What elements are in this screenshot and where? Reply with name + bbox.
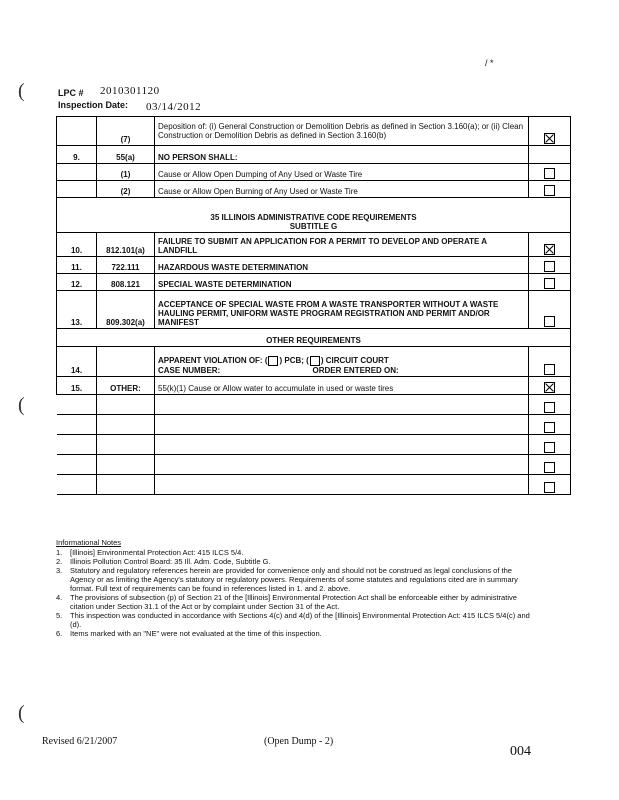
section-title-subtitle-g [57,198,571,233]
binder-hole-mark-middle: ( [18,394,25,416]
row-description: 55(k)(1) Cause or Allow water to accumulate in used or waste tires [155,377,529,395]
table-row [57,164,571,181]
order-entered-label: ORDER ENTERED ON: [312,366,399,375]
row-checkbox[interactable] [544,402,555,413]
blank-row [57,455,571,475]
row-checkbox[interactable] [544,442,555,453]
row-number: 9. [57,146,97,164]
row-description: Cause or Allow Open Dumping of Any Used or Waste Tire [155,164,529,181]
row-number: 14. [57,347,97,377]
row-checkbox[interactable] [544,168,555,179]
table-row [57,347,571,377]
row-reference: 812.101(a) [97,233,155,257]
row-checkbox-checked[interactable] [544,382,555,393]
circuit-court-checkbox[interactable] [310,356,320,366]
row-number: 12. [57,274,97,291]
blank-row [57,415,571,435]
page-number: 004 [510,744,531,759]
row-reference: (7) [97,117,155,146]
form-title-footer: (Open Dump - 2) [264,736,334,747]
empty-cell [529,146,571,164]
row-checkbox[interactable] [544,364,555,375]
row-reference: 809.302(a) [97,291,155,329]
list-item: 1. [Illinois] Environmental Protection Act: 415 ILCS 5/4. [56,548,244,557]
list-item: 6. Items marked with an "NE" were not evaluated at the time of this inspection. [56,629,322,638]
table-row [57,274,571,291]
list-item: 3. Statutory and regulatory references herein are provided for convenience only and should not be construed as legal conclusions of the Agency or as limiting the Agency's statutory or regulatory powers. Requirements of some statutes and regulations cited are in summary format. Full text of requirements can be found in references listed in 1. and 2. above. [56,566,518,593]
list-item: 5. This inspection was conducted in accordance with Sections 4(c) and 4(d) of the [Illinois] Environmental Protection Act: 415 ILCS 5/4(c) and (d). [56,611,530,629]
corner-mark: / * [485,58,494,68]
lpc-label: LPC # [58,88,84,98]
row-checkbox[interactable] [544,261,555,272]
table-row [57,233,571,257]
section-title-other: OTHER REQUIREMENTS [57,329,571,347]
apparent-violation-label: APPARENT VIOLATION OF: ( [158,356,268,366]
row-description: SPECIAL WASTE DETERMINATION [155,274,529,291]
inspection-date-label: Inspection Date: [58,100,129,110]
row-description: HAZARDOUS WASTE DETERMINATION [155,257,529,274]
table-row [57,257,571,274]
row-checkbox-checked[interactable] [544,133,555,144]
case-order-line [158,366,525,375]
inspection-date-value: 03/14/2012 [146,101,202,113]
notes-title: Informational Notes [56,538,122,547]
row-description: Deposition of: (i) General Construction or Demolition Debris as defined in Section 3.160(a); or (ii) Clean Construction or Demolition Debris as defined in Section 3.160(b) [155,117,529,146]
row-reference: (1) [97,164,155,181]
list-item: 2. Illinois Pollution Control Board: 35 Ill. Adm. Code, Subtitle G. [56,557,271,566]
row-reference: (2) [97,181,155,198]
section-header-row [57,198,571,233]
row-checkbox[interactable] [544,278,555,289]
list-item: 4. The provisions of subsection (p) of Section 21 of the [Illinois] Environmental Protection Act shall be enforceable either by administrative citation under Section 31.1 of the Act or by complaint under Section 31 of the Act. [56,593,517,611]
table-row [57,377,571,395]
blank-row [57,395,571,415]
row-checkbox[interactable] [544,185,555,196]
blank-row [57,475,571,495]
circuit-court-label: ) CIRCUIT COURT [320,356,389,366]
row-checkbox[interactable] [544,316,555,327]
row-number: 11. [57,257,97,274]
row-reference: 722.111 [97,257,155,274]
apparent-violation-line [158,356,525,366]
row-reference: 808.121 [97,274,155,291]
row-number [57,117,97,146]
row-checkbox[interactable] [544,462,555,473]
row-number [57,181,97,198]
table-row [57,146,571,164]
blank-row [57,435,571,455]
row-description: FAILURE TO SUBMIT AN APPLICATION FOR A PERMIT TO DEVELOP AND OPERATE A LANDFILL [155,233,529,257]
row-number: 10. [57,233,97,257]
informational-notes [56,538,536,638]
section-title-line: 35 ILLINOIS ADMINISTRATIVE CODE REQUIREMENTS [210,213,417,222]
table-row [57,181,571,198]
violation-checklist-table [56,116,571,495]
table-row [57,117,571,146]
binder-hole-mark-bottom: ( [18,702,25,724]
row-description: Cause or Allow Open Burning of Any Used or Waste Tire [155,181,529,198]
pcb-checkbox[interactable] [268,356,278,366]
row-checkbox[interactable] [544,422,555,433]
row-reference: OTHER: [97,377,155,395]
row-number [57,164,97,181]
section-header-row [57,329,571,347]
section-subtitle-line: SUBTITLE G [289,222,338,231]
case-number-label: CASE NUMBER: [158,366,221,375]
pcb-label: ) PCB; ( [279,356,309,366]
row-checkbox-checked[interactable] [544,244,555,255]
row-number: 13. [57,291,97,329]
lpc-value: 2010301120 [100,85,160,97]
row-description: ACCEPTANCE OF SPECIAL WASTE FROM A WASTE TRANSPORTER WITHOUT A WASTE HAULING PERMIT, UNIFORM WASTE PROGRAM REGISTRATION AND PERMIT AND/OR MANIFEST [155,291,529,329]
binder-hole-mark-top: ( [18,80,25,102]
row-reference: 55(a) [97,146,155,164]
row-checkbox[interactable] [544,482,555,493]
row-description: NO PERSON SHALL: [155,146,529,164]
row-number: 15. [57,377,97,395]
table-row [57,291,571,329]
revised-date: Revised 6/21/2007 [42,736,118,747]
row-reference [97,347,155,377]
row-description [155,347,529,377]
